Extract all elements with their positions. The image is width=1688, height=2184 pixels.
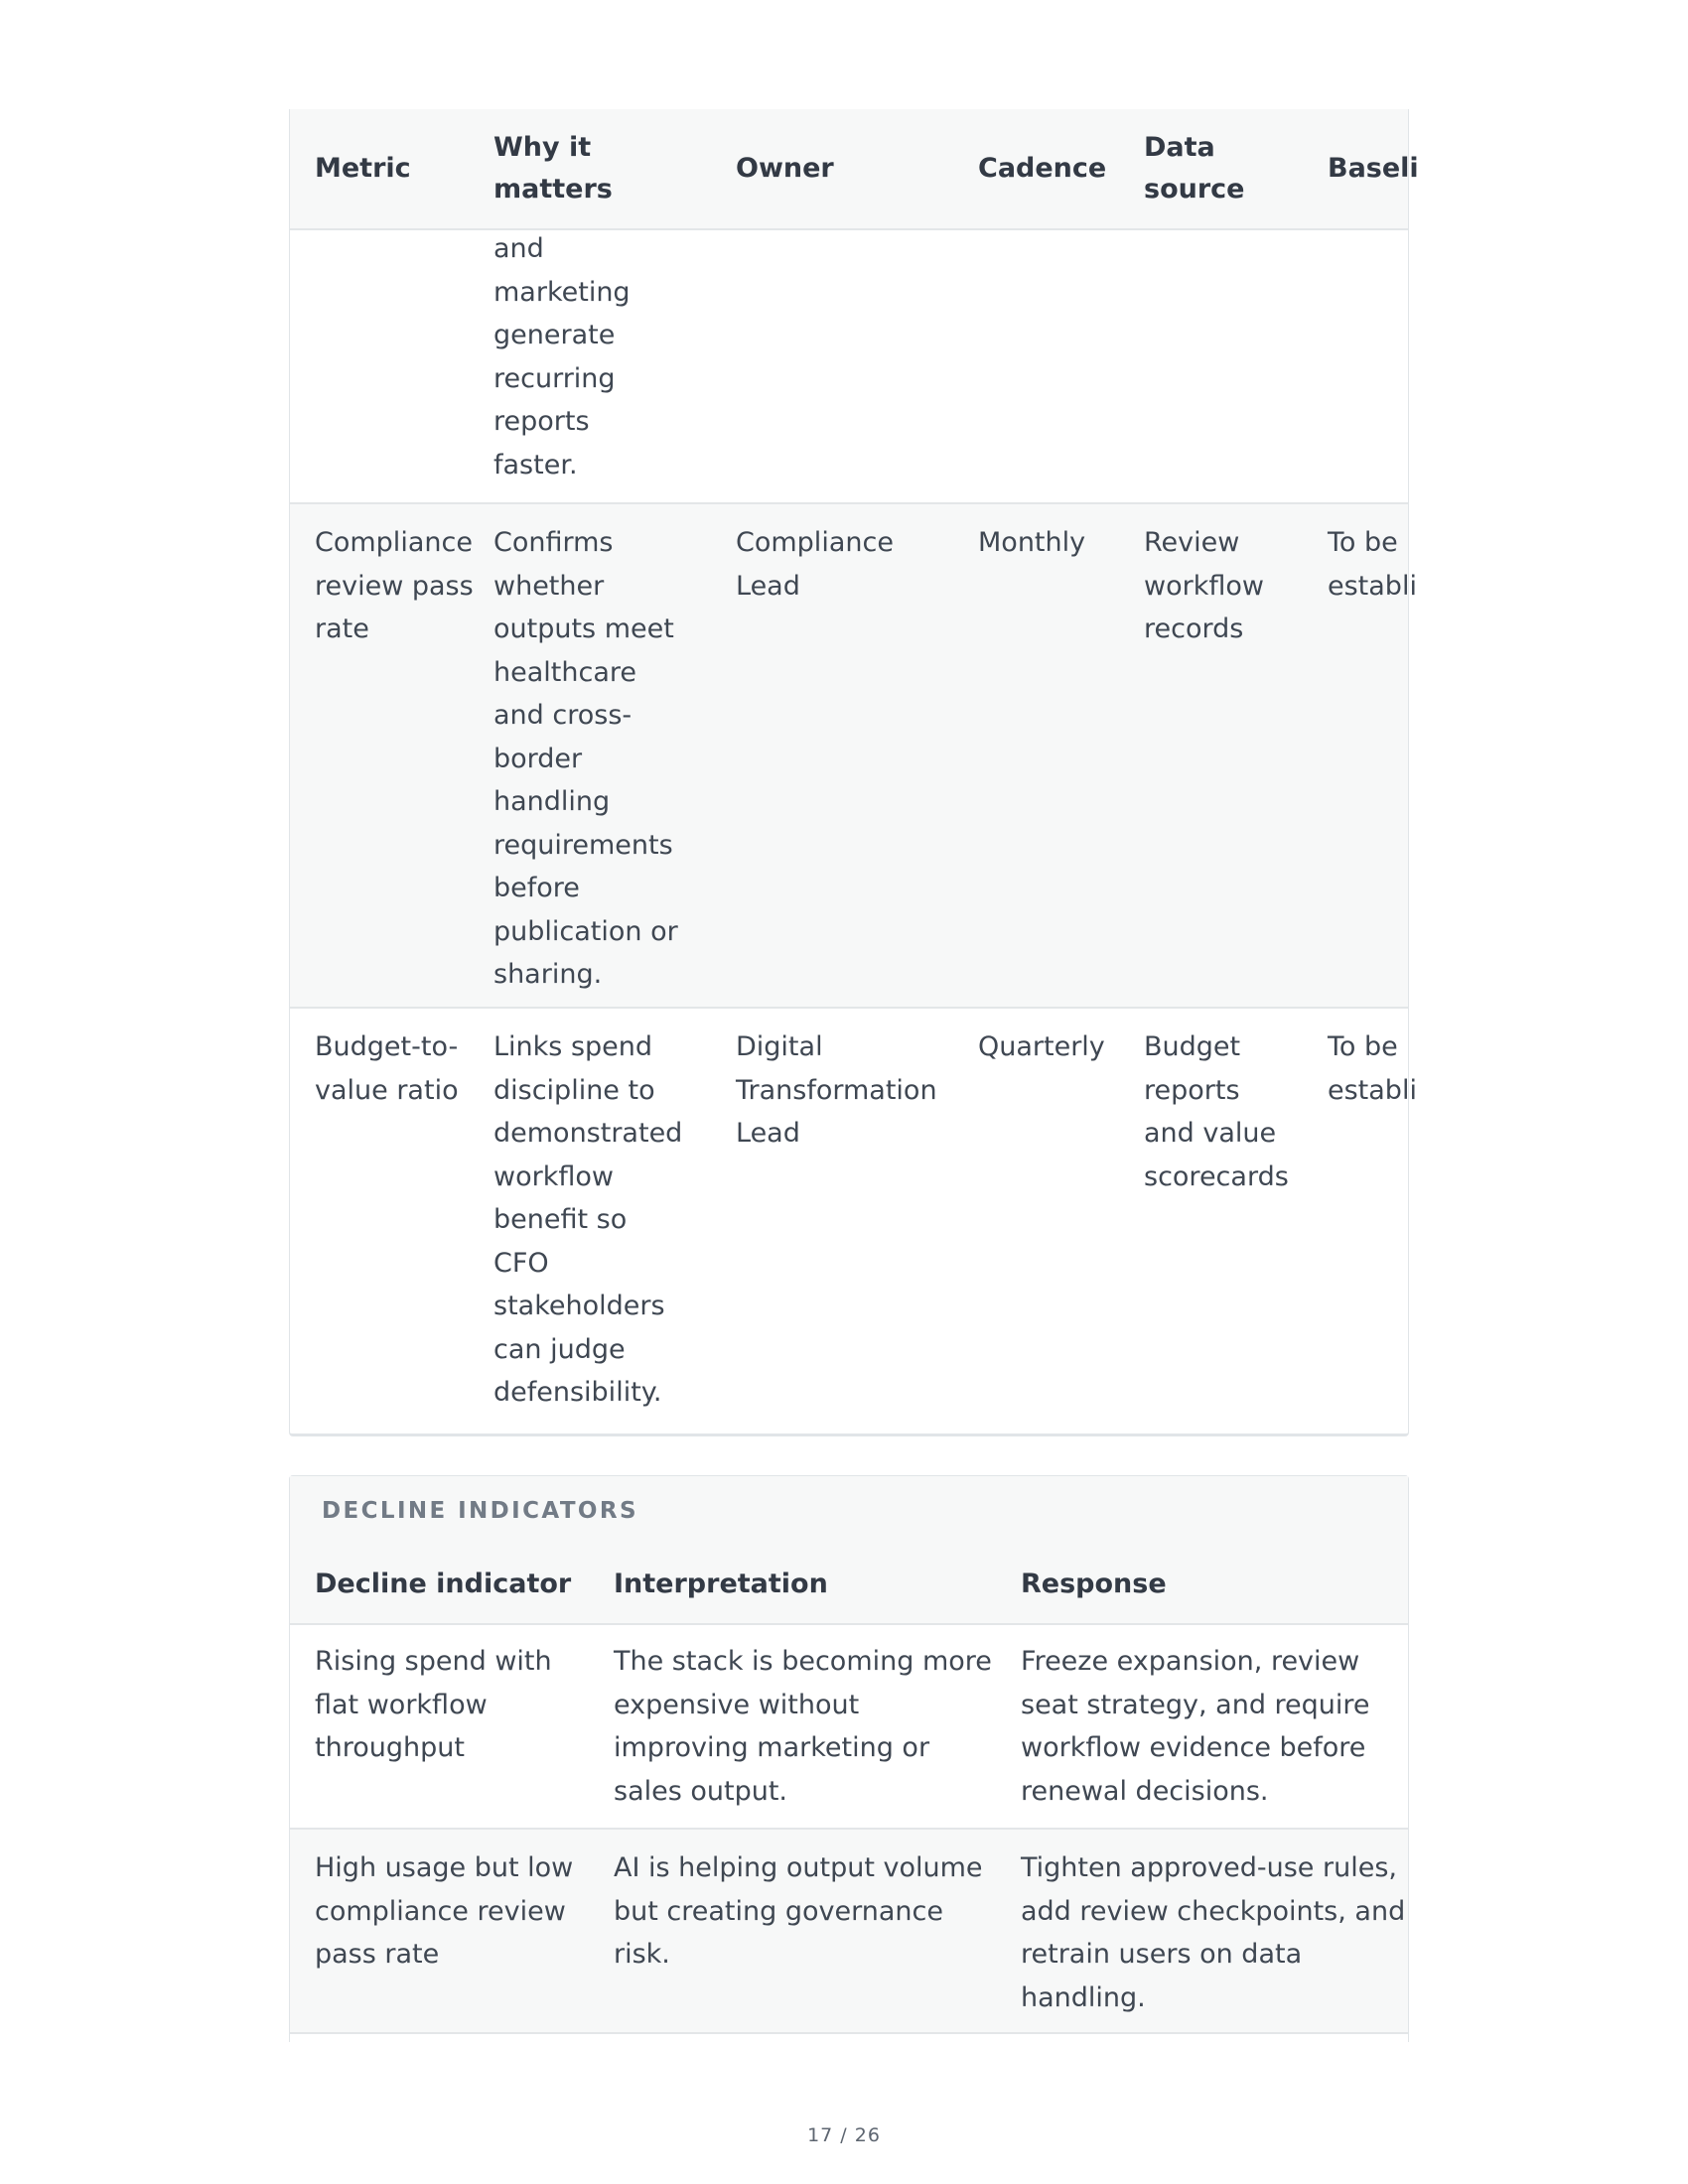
interpretation-cell: The stack is becoming more expensive without improving marketing or sales output. bbox=[614, 1646, 992, 1807]
table-row bbox=[290, 1623, 1408, 1828]
table-row bbox=[290, 1007, 1417, 1435]
table-row-clipped bbox=[290, 2032, 1408, 2046]
why-it-matters-cell: Confirms whether outputs meet healthcare and cross- border handling requirements before publication or sharing. bbox=[493, 527, 678, 990]
column-header-interpretation: Interpretation bbox=[614, 1569, 828, 1599]
baseline-cell: To be establi bbox=[1328, 527, 1417, 602]
table-row bbox=[290, 502, 1417, 1009]
data-source-cell: Review workflow records bbox=[1144, 527, 1264, 644]
column-header-metric: Metric bbox=[315, 153, 411, 184]
table-row bbox=[290, 1828, 1408, 2034]
metrics-table bbox=[289, 109, 1419, 1436]
decline-indicators-table bbox=[289, 1475, 1409, 2042]
cadence-cell: Quarterly bbox=[978, 1031, 1105, 1062]
response-cell: Tighten approved-use rules, add review checkpoints, and retrain users on data handling. bbox=[1021, 1852, 1406, 2013]
column-header-owner: Owner bbox=[736, 153, 834, 184]
decline-indicator-cell: High usage but low compliance review pass rate bbox=[315, 1852, 574, 1970]
column-header-why-it-matters: Why it matters bbox=[493, 132, 613, 205]
owner-cell: Compliance Lead bbox=[736, 527, 894, 602]
why-it-matters-cell: Links spend discipline to demonstrated workflow benefit so CFO stakeholders can judge defensibility. bbox=[493, 1031, 683, 1408]
column-header-response: Response bbox=[1021, 1569, 1167, 1599]
decline-indicator-cell: Rising spend with flat workflow throughput bbox=[315, 1646, 552, 1763]
metric-cell: Compliance review pass rate bbox=[315, 527, 474, 644]
column-header-decline-indicator: Decline indicator bbox=[315, 1569, 572, 1599]
metrics-table-body bbox=[290, 109, 1417, 1433]
column-header-cadence: Cadence bbox=[978, 153, 1107, 184]
owner-cell: Digital Transformation Lead bbox=[736, 1031, 937, 1149]
data-source-cell: Budget reports and value scorecards bbox=[1144, 1031, 1289, 1192]
why-it-matters-cell: and marketing generate recurring reports faster. bbox=[493, 233, 631, 480]
column-header-baseline: Baseli bbox=[1328, 153, 1419, 184]
baseline-cell: To be establi bbox=[1328, 1031, 1417, 1106]
table-caption bbox=[290, 1476, 1408, 1549]
cadence-cell: Monthly bbox=[978, 527, 1086, 558]
decline-table-header bbox=[290, 1548, 1408, 1625]
interpretation-cell: AI is helping output volume but creating governance risk. bbox=[614, 1852, 983, 1970]
response-cell: Freeze expansion, review seat strategy, and require workflow evidence before renewal decisions. bbox=[1021, 1646, 1370, 1807]
metrics-table-header bbox=[290, 109, 1419, 230]
page-number: 17 / 26 bbox=[807, 2124, 881, 2146]
column-header-data-source: Data source bbox=[1144, 132, 1245, 205]
table-caption-text: DECLINE INDICATORS bbox=[322, 1498, 638, 1524]
metric-cell: Budget-to- value ratio bbox=[315, 1031, 459, 1106]
